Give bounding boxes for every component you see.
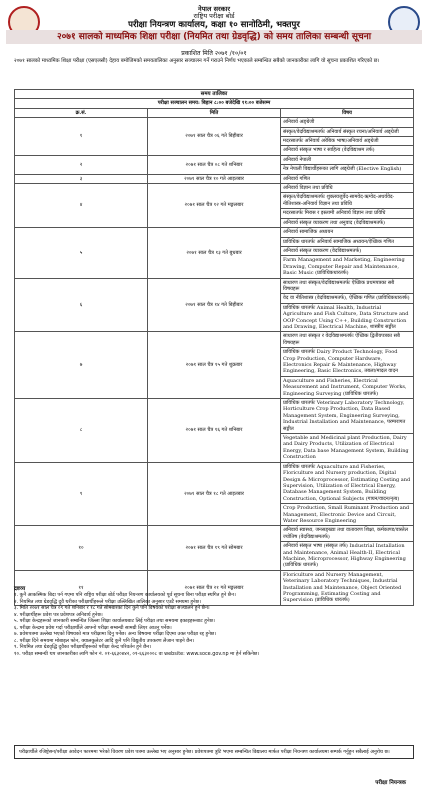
table-row — [15, 155, 414, 164]
cell-subject: नेत्र नेपाली विद्यार्थीहरूका लागि अङ्ग्रेजी (Elective English) — [281, 165, 414, 174]
note-item: १. कुनै आकस्मिक बिदा पर्न गएमा पनि राष्ट्रिय परीक्षा बोर्ड परीक्षा नियन्त्रण कार्यालयको पूर्व सूचना बिना परीक्षा स्थगित हुने छैन। — [14, 592, 236, 599]
table-subcaption: परीक्षा सञ्चालन समय: बिहान ८:०० बजेदेखि ११:०० बजेसम्म — [15, 99, 414, 108]
cell-date: २०७१ साल चैत्र १८ गते आइतबार — [148, 462, 281, 526]
table-row — [15, 228, 414, 237]
note-item: ७. प्रवेशपत्रमा उल्लेख भएको विषयको मात्र परीक्षामा दिनु पर्नेछ। अन्य विषयमा परीक्षा दिएमा उक्त परीक्षा रद्द हुनेछ। — [14, 631, 217, 638]
cell-subject: अनिवार्य स्वास्थ्य, जनसङ्ख्या तथा वातावरण शिक्षा, कर्मकाण्ड/वास्तेल ज्योतिष (वेदविद्याश्रमतर्फ) — [281, 526, 414, 542]
header-line2: राष्ट्रिय परीक्षा बोर्ड — [193, 12, 235, 20]
table-row — [15, 118, 414, 127]
note-item: २. नियमित तथा ग्रेडवृद्धि दुवै थरीका परीक्षार्थीहरूले परीक्षा उल्लिखित तालिका अनुसार एउटै समयमा हुनेछ। — [14, 598, 201, 605]
header-line1: नेपाल सरकार — [197, 5, 231, 13]
table-caption: समय तालिका — [15, 90, 414, 99]
cell-subject: अनिवार्य विज्ञान तथा प्रविधि — [281, 184, 414, 193]
cell-date: २०७१ साल चैत्र १४ गते बिहीबार — [148, 278, 281, 332]
signature: परीक्षा नियन्त्रक — [375, 780, 406, 786]
cell-subject: साधारण तथा संस्कृत/वेदविद्याश्रमतर्फः ऐच्छिक प्रथमपत्रका सबै विषयहरू — [281, 278, 414, 294]
cell-subject: अनिवार्य संस्कृत व्याकरण (वेदविद्याश्रमतर्फ) — [281, 246, 414, 255]
cell-subject: प्राविधिक धारतर्फः Animal Health, Industrial Agriculture and Fish Culture, Data Structure and OOP Concept Using C++, Building Construction and Drawing, Electrical Machine, शास्त्रीय सङ्गीत — [281, 303, 414, 332]
cell-date: २०७१ साल चैत्र १५ गते शुक्रबार — [148, 332, 281, 399]
cell-subject: प्राविधिक धारतर्फः Aquaculture and Fisheries, Floriculture and Nursery production, Digital Design & Microprocessor, Estimating Costing and Supervision, Utilization of Electrical Energy, Database Management System, Building Construction, Optional Subjects (गायन/वादन/नृत्य) — [281, 462, 414, 503]
cell-subject: Vegetable and Medicinal plant Production, Dairy and Dairy Products, Utilization of Electrical Energy, Data base Management System, Building Construction — [281, 434, 414, 463]
note-item: ६. परीक्षा केन्द्रमा प्रवेश गर्दा परीक्षार्थीले आफ्नो परीक्षा सम्बन्धी सामग्री लिएर आउनु पर्नेछ। — [14, 624, 172, 631]
note-item: ५. परीक्षा केन्द्रहरूको जानकारी सम्बन्धित जिल्ला शिक्षा कार्यालयबाट लिई परीक्षा तथा समयमा इकाइहरूबाट हुनेछ। — [14, 618, 215, 625]
cell-date: २०७१ साल चैत्र ०६ गते बिहीबार — [148, 118, 281, 156]
cell-subject: Aquaculture and Fisheries, Electrical Measurement and Instrument, Computer Works, Engineering Surveying (प्राविधिक धारतर्फ) — [281, 376, 414, 398]
cell-subject: प्राविधिक धारतर्फः Veterinary Laboratory Technology, Horticulture Crop Production, Data Based Management System, Engineering Surveying, Industrial Installation and Maintenance, परम्परागत सङ्गीत — [281, 399, 414, 434]
cell-subject: मदरसातर्फः मिरास र इस्लामी अनिवार्य विज्ञान तथा प्रविधि — [281, 209, 414, 218]
cell-serial: ६ — [15, 278, 148, 332]
cell-date: २०७१ साल चैत्र २१ गते मङ्गलबार — [148, 570, 281, 605]
note-item: ४. परीक्षार्थीहरू प्रवेश पत्र प्रवेशपत्र अनिवार्य हुनेछ। — [14, 611, 103, 618]
cell-subject: Farm Management and Marketing, Engineering Drawing, Computer Repair and Maintenance, Basic Music (प्राविधिकधारतर्फ) — [281, 256, 414, 278]
note-item: ९. नियमित तथा ग्रेडवृद्धि दुवैका परीक्षार्थीहरूको परीक्षा केन्द्र परिवर्तन हुने छैन। — [14, 644, 152, 651]
schedule-body — [15, 118, 414, 606]
table-row — [15, 462, 414, 503]
cell-subject: Floriculture and Nursery Management, Veterinary Laboratory Techniques, Industrial Installation and Maintenance, Object Oriented Programming, Estimating Costing and Supervision (प्राविधिक धारतर्फ) — [281, 570, 414, 605]
intro-text: २०७१ सालको माध्यमिक शिक्षा परीक्षा (एसएलसी) देहाय बमोजिमको समयतालिका अनुसार सञ्चालन गर्ने गराउने निर्णय भएकाले सम्बन्धित सबैको जानकारीका लागि यो सूचना प्रकाशित गरिएको छ। — [14, 58, 380, 64]
cell-subject: अनिवार्य गणित — [281, 174, 414, 183]
cell-date: २०७१ साल चैत्र १२ गते मङ्गलबार — [148, 184, 281, 228]
table-row — [15, 399, 414, 434]
header-serial: क्र.सं. — [15, 108, 148, 117]
notice-title: २०७१ सालको माध्यमिक शिक्षा परीक्षा (नियमित तथा ग्रेडवृद्धि) को समय तालिका सम्बन्धी सूचना — [6, 30, 422, 44]
table-row — [15, 526, 414, 542]
cell-serial: ५ — [15, 228, 148, 278]
cell-serial: ३ — [15, 174, 148, 183]
cell-subject: अनिवार्य अङ्ग्रेजी — [281, 118, 414, 127]
cell-serial: १० — [15, 526, 148, 570]
header-date: मिति — [148, 108, 281, 117]
published-date: प्रकाशित मिति २०७१ /१०/०१ — [181, 50, 247, 57]
cell-date: २०७१ साल चैत्र १३ गते बुधबार — [148, 228, 281, 278]
cell-serial: ७ — [15, 332, 148, 399]
cell-subject: अनिवार्य संस्कृत व्याकरण तथा अनुवाद (वेदविद्याश्रमतर्फ) — [281, 218, 414, 227]
note-item: ८. परीक्षा दिने समयमा मोबाइल फोन, क्यालकुलेटर आदि कुनै पनि विद्युतीय उपकरण लैजान पाइने छैन। — [14, 637, 195, 644]
footer-box: परीक्षार्थीले रजिष्ट्रेसन/परीक्षा आवेदन फारममा भरेको विवरण प्रवेश पत्रमा उल्लेख भए अनुसार हुनेछ। प्रवेशपत्रमा त्रुटि भएमा सम्बन्धित विद्यालय मार्फत परीक्षा नियन्त्रण कार्यालयमा सम्पर्क गर्नुहुन सबैलाई अनुरोध छ। — [14, 745, 414, 759]
schedule-table — [14, 89, 414, 606]
cell-date: २०७१ साल चैत्र १९ गते सोमबार — [148, 526, 281, 570]
table-row — [15, 332, 414, 348]
cell-serial: ४ — [15, 184, 148, 228]
cell-serial: ८ — [15, 399, 148, 463]
cell-subject: अनिवार्य सामाजिक अध्ययन — [281, 228, 414, 237]
cell-date: २०७१ साल चैत्र ०८ गते शनिबार — [148, 155, 281, 174]
cell-subject: अनिवार्य नेपाली — [281, 155, 414, 164]
table-row — [15, 174, 414, 183]
notice-header — [0, 0, 428, 60]
header-line3: परीक्षा नियन्त्रण कार्यालय, कक्षा १० सानोठिमी, भक्तपुर — [128, 20, 300, 30]
cell-subject: प्राविधिक धारतर्फः Dairy Product Technology, Food Crop Production, Computer Hardware, Electronics Repair & Maintenance, Highway Engineering, Basic Electronics, तबला/मादल वादन — [281, 348, 414, 377]
cell-serial: ९ — [15, 462, 148, 526]
note-item: १०. परीक्षा सम्बन्धी थप जानकारीका लागि फोन नं. ०१-६६३०४४२, ०१-६६३०००८ वा website: www.soce.gov.np मा हेर्न सकिनेछ। — [14, 650, 260, 657]
cell-subject: साधारण तथा संस्कृत र वेदविद्याश्रमतर्फः ऐच्छिक द्वितीयपत्रका सबै विषयहरू — [281, 332, 414, 348]
note-item: ३. मिति २०७१ साल चैत्र ०९ गते शनिबार र १८ गते सोमबारका दिन कुनै पनि विषयको परीक्षा सञ्चालन हुने छैन। — [14, 605, 210, 612]
cell-subject: अनिवार्य संस्कृत भाषा (संस्कृत तर्फ) Industrial Installation and Maintenance, Animal Health-II, Electrical Machine, Microprocessor, Highway Engineering (प्राविधिक धारतर्फ) — [281, 542, 414, 571]
cell-subject: वेद वा नीतिशास्त्र (वेदविद्याश्रमतर्फ), ऐच्छिक गणित (प्राविधिकधारतर्फ) — [281, 294, 414, 303]
notes-section — [14, 586, 414, 657]
cell-date: २०७१ साल चैत्र १० गते आइतबार — [148, 174, 281, 183]
cell-serial: २ — [15, 155, 148, 174]
cell-subject: मदरसातर्फः अनिवार्य अरेबिक भाषा/अनिवार्य अङ्ग्रेजी — [281, 137, 414, 146]
cell-serial: १ — [15, 118, 148, 156]
cell-subject: अनिवार्य संस्कृत भाषा र साहित्य (वेदविद्याश्रम तर्फ) — [281, 146, 414, 155]
notes-title: द्रष्टव्य — [14, 586, 26, 592]
cell-subject: संस्कृत/वेदविद्याश्रमतर्फः शुक्लयजुर्वेद-सामवेद-ऋग्वेद-अथर्ववेद-नीतिशास्त्र-अनिवार्य विज्ञान तथा प्रविधि — [281, 193, 414, 209]
header-subject: विषय — [281, 108, 414, 117]
cell-subject: Crop Production, Small Ruminant Production and Management, Electronic Device and Circuit, Water Resource Engineering — [281, 504, 414, 526]
table-row — [15, 184, 414, 193]
table-row — [15, 278, 414, 294]
cell-subject: प्राविधिक धारतर्फः अनिवार्य सामाजिक अध्ययन/ऐच्छिक गणित — [281, 237, 414, 246]
cell-subject: संस्कृत/वेदविद्याश्रमतर्फः अनिवार्य संस्कृत रचना/अनिवार्य अङ्ग्रेजी — [281, 127, 414, 136]
cell-date: २०७१ साल चैत्र १६ गते शनिबार — [148, 399, 281, 463]
cell-serial: ११ — [15, 570, 148, 605]
schedule-table-wrap — [14, 89, 414, 606]
